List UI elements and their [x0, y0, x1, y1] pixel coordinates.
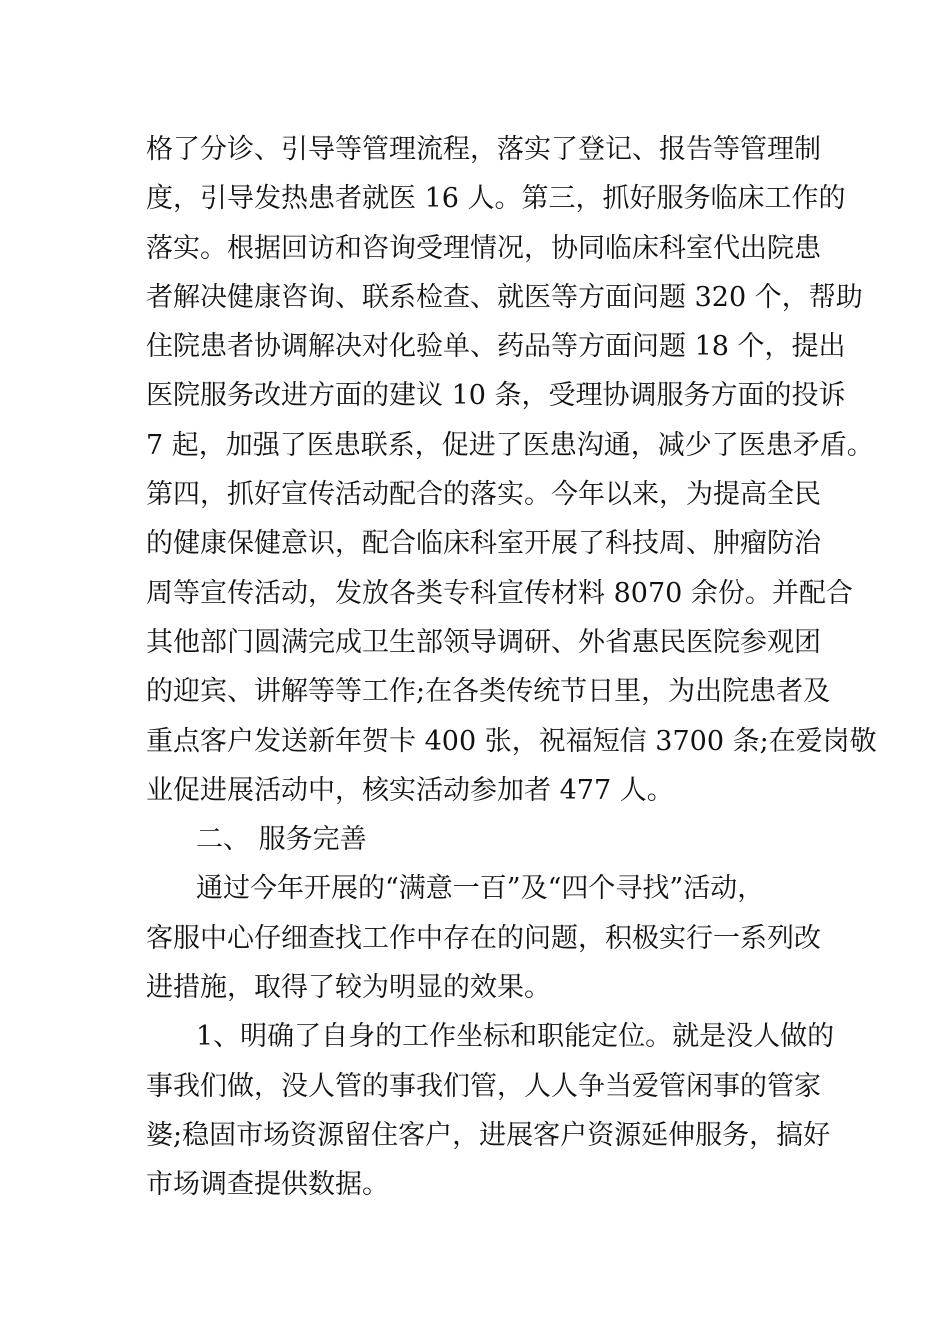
text-line: 其他部门圆满完成卫生部领导调研、外省惠民医院参观团 [146, 626, 821, 658]
text-line: 度，引导发热患者就医 16 人。第三，抓好服务临床工作的 [146, 183, 846, 215]
text-line: 第四，抓好宣传活动配合的落实。今年以来，为提高全民 [146, 479, 821, 511]
section-heading: 二、 服务完善 [196, 824, 367, 856]
paragraph-first-line: 通过今年开展的“满意一百”及“四个寻找”活动， [196, 873, 765, 905]
text-line: 客服中心仔细查找工作中存在的问题，积极实行一系列改 [146, 922, 821, 954]
text-line: 住院患者协调解决对化验单、药品等方面问题 18 个，提出 [146, 331, 846, 363]
text-line: 重点客户发送新年贺卡 400 张，祝福短信 3700 条;在爱岗敬 [146, 725, 877, 757]
document-body [146, 125, 877, 1210]
text-line: 的迎宾、讲解等等工作;在各类传统节日里，为出院患者及 [146, 676, 831, 708]
text-line: 7 起，加强了医患联系，促进了医患沟通，减少了医患矛盾。 [146, 429, 874, 461]
paragraph-first-line: 1、明确了自身的工作坐标和职能定位。就是没人做的 [196, 1021, 835, 1053]
text-line: 者解决健康咨询、联系检查、就医等方面问题 320 个，帮助 [146, 281, 863, 313]
text-line: 事我们做，没人管的事我们管，人人争当爱管闲事的管家 [146, 1070, 821, 1102]
text-line: 落实。根据回访和咨询受理情况，协同临床科室代出院患 [146, 232, 821, 264]
text-line: 进措施，取得了较为明显的效果。 [146, 972, 551, 1004]
text-line: 婆;稳固市场资源留住客户，进展客户资源延伸服务，搞好 [146, 1119, 831, 1151]
text-line: 的健康保健意识，配合临床科室开展了科技周、肿瘤防治 [146, 528, 821, 560]
text-line: 周等宣传活动，发放各类专科宣传材料 8070 余份。并配合 [146, 577, 853, 609]
text-line: 市场调查提供数据。 [146, 1169, 389, 1201]
text-line: 医院服务改进方面的建议 10 条，受理协调服务方面的投诉 [146, 380, 846, 412]
text-line: 格了分诊、引导等管理流程，落实了登记、报告等管理制 [146, 134, 821, 165]
text-line: 业促进展活动中，核实活动参加者 477 人。 [146, 774, 674, 806]
